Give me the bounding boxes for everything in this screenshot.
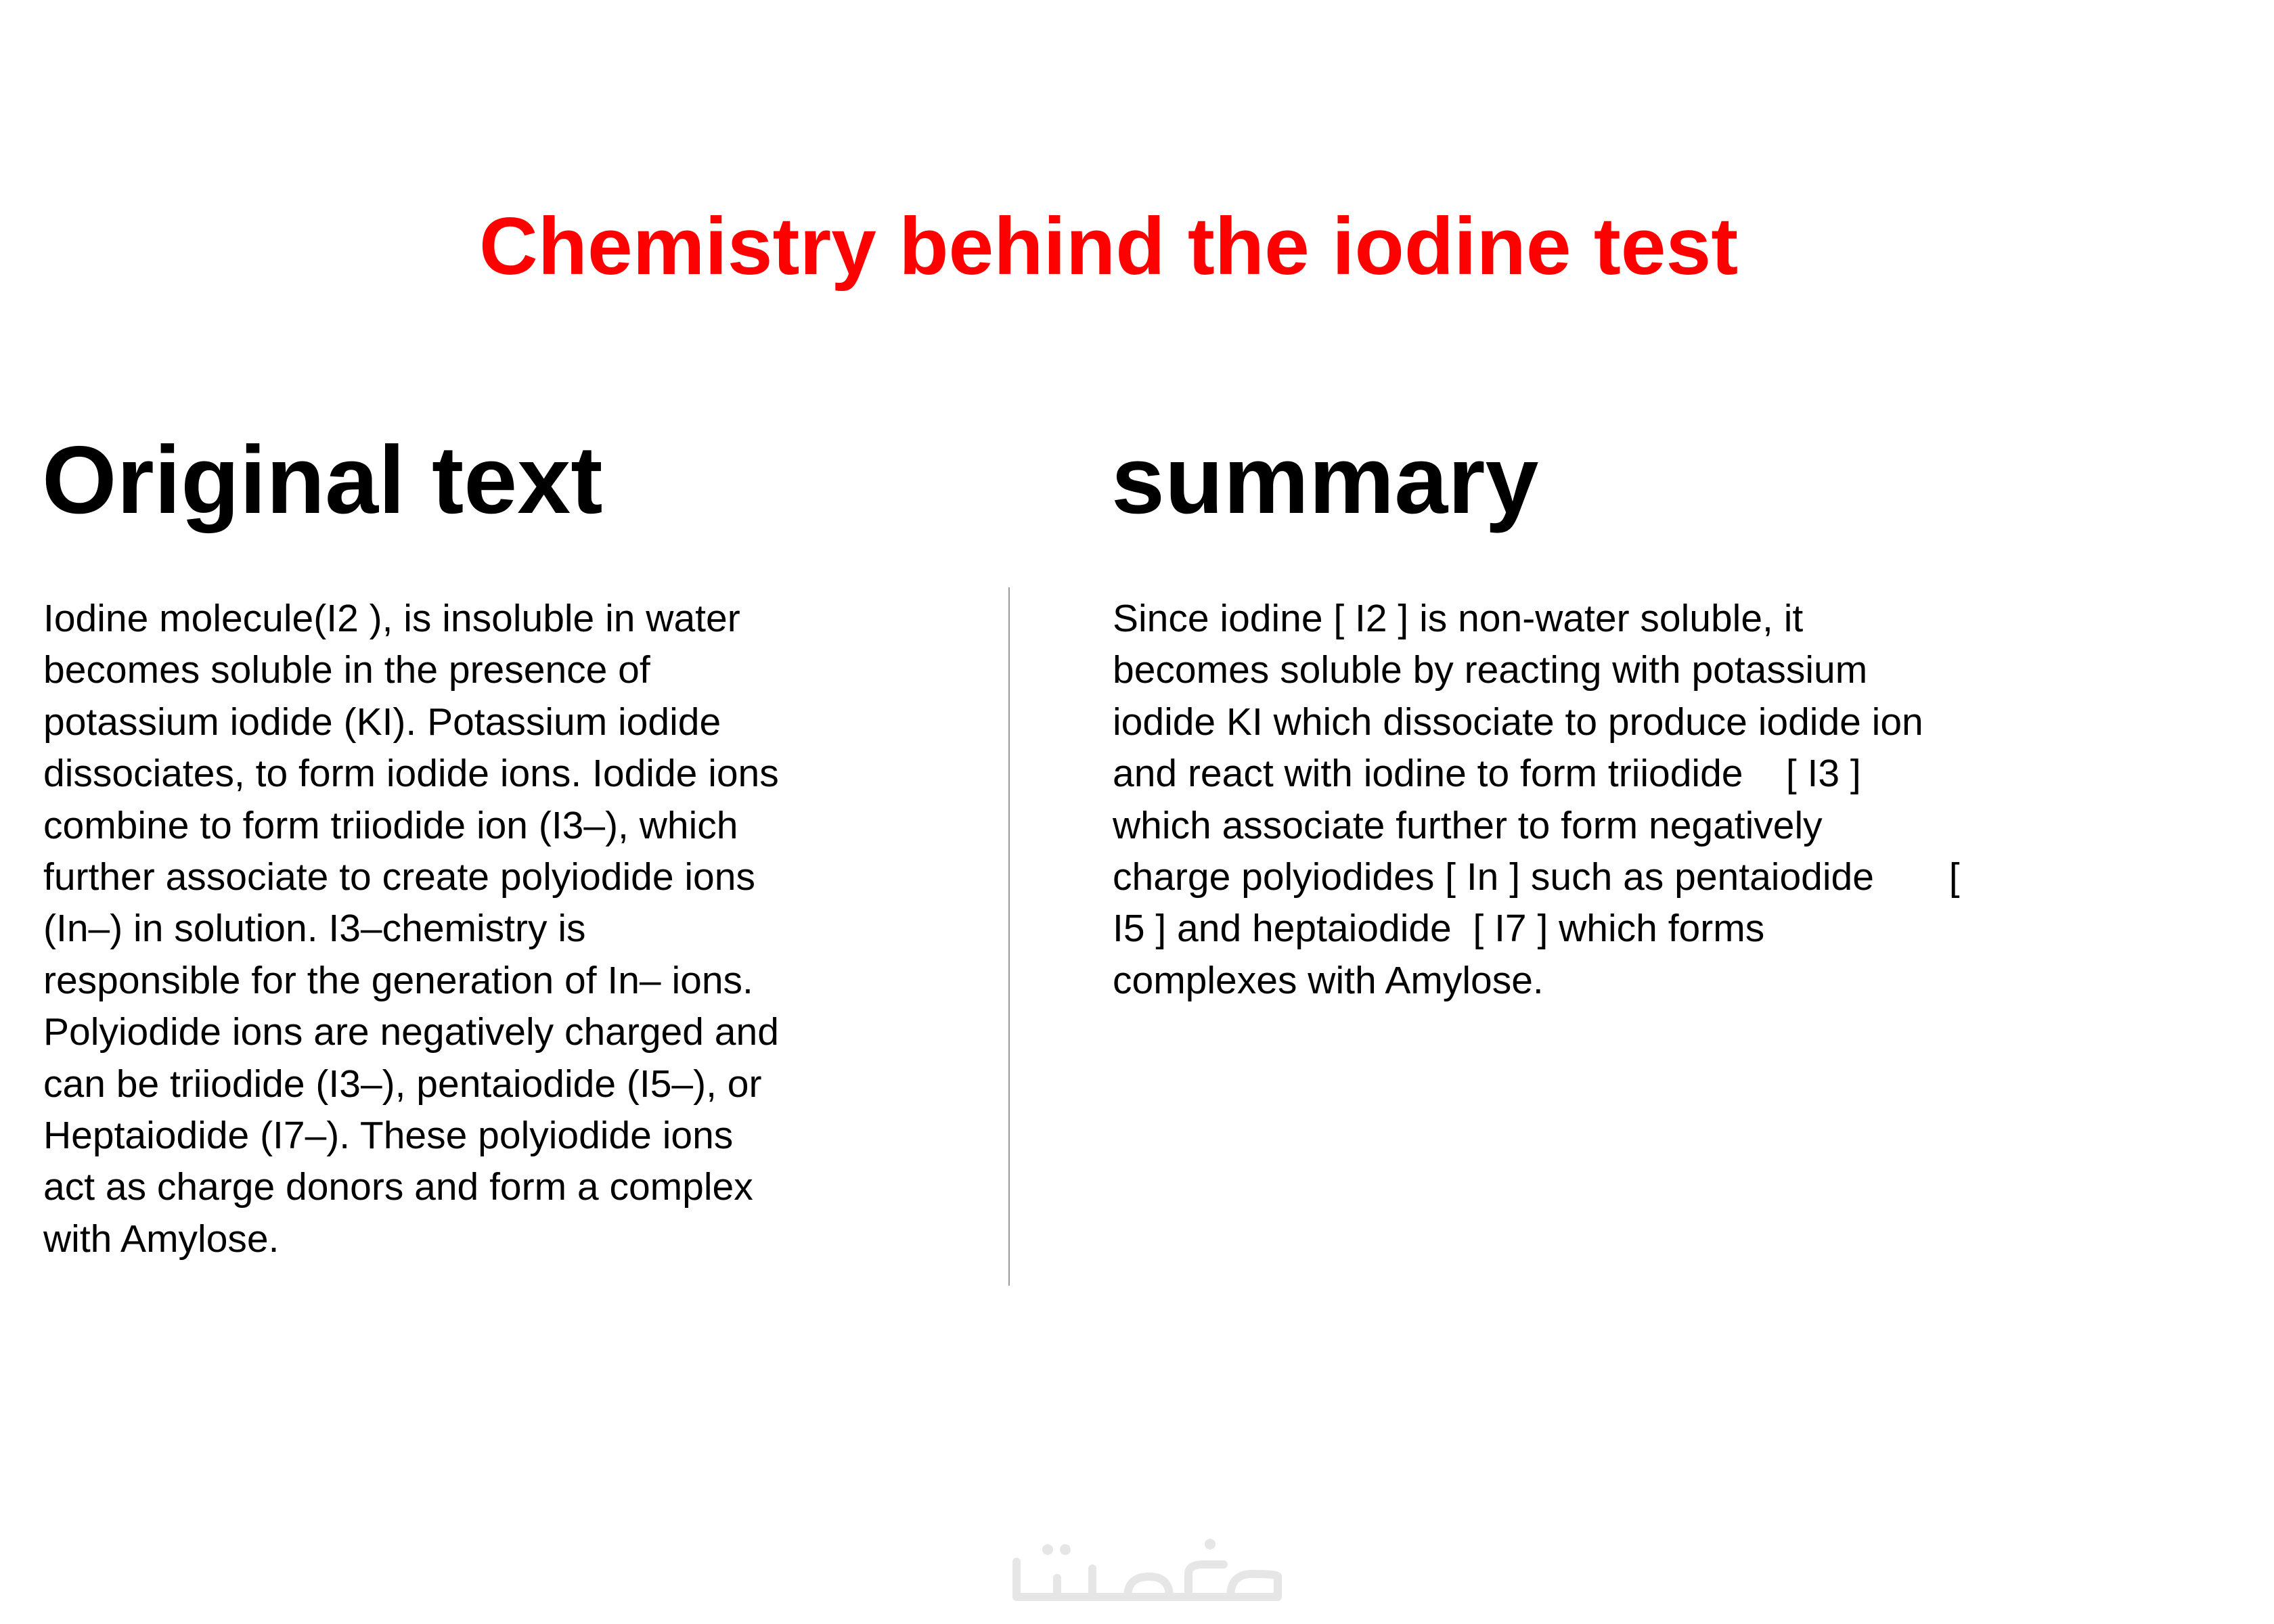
- original-text-line: Polyiodide ions are negatively charged and: [43, 1010, 779, 1054]
- original-text-line: becomes soluble in the presence of: [43, 648, 650, 692]
- original-text-line: further associate to create polyiodide ions: [43, 855, 755, 899]
- summary-heading: summary: [1111, 426, 1539, 534]
- summary-line: becomes soluble by reacting with potassium: [1113, 648, 1868, 692]
- original-text-line: act as charge donors and form a complex: [43, 1165, 753, 1209]
- khamsat-watermark-logo: [1007, 1535, 1291, 1609]
- summary-line: Since iodine [ I2 ] is non-water soluble, it: [1113, 597, 1804, 640]
- summary-line: which associate further to form negatively: [1113, 803, 1823, 847]
- original-text-line: with Amylose.: [43, 1217, 280, 1261]
- original-text-line: can be triiodide (I3–), pentaiodide (I5–), or: [43, 1062, 762, 1106]
- summary-line: I5 ] and heptaiodide [ I7 ] which forms: [1113, 907, 1765, 951]
- original-text-heading: Original text: [42, 426, 603, 534]
- original-text-line: Heptaiodide (I7–). These polyiodide ions: [43, 1114, 734, 1158]
- original-text-line: responsible for the generation of In– ions.: [43, 958, 753, 1002]
- original-text-line: combine to form triiodide ion (I3–), which: [43, 803, 738, 847]
- original-text-line: potassium iodide (KI). Potassium iodide: [43, 700, 721, 744]
- summary-line: and react with iodine to form triiodide [ I3 ]: [1113, 752, 1861, 796]
- summary-line: charge polyiodides [ In ] such as pentaiodide [: [1113, 855, 1960, 899]
- original-text-line: Iodine molecule(I2 ), is insoluble in water: [43, 597, 740, 640]
- summary-line: complexes with Amylose.: [1113, 958, 1544, 1002]
- page-title: Chemistry behind the iodine test: [479, 201, 1739, 292]
- summary-line: iodide KI which dissociate to produce iodide ion: [1113, 700, 1923, 744]
- original-text-line: (In–) in solution. I3–chemistry is: [43, 907, 586, 951]
- summary-body: [1113, 593, 2020, 1006]
- original-text-body: [43, 593, 828, 1265]
- original-text-line: dissociates, to form iodide ions. Iodide ions: [43, 752, 779, 796]
- column-divider: [1008, 587, 1010, 1286]
